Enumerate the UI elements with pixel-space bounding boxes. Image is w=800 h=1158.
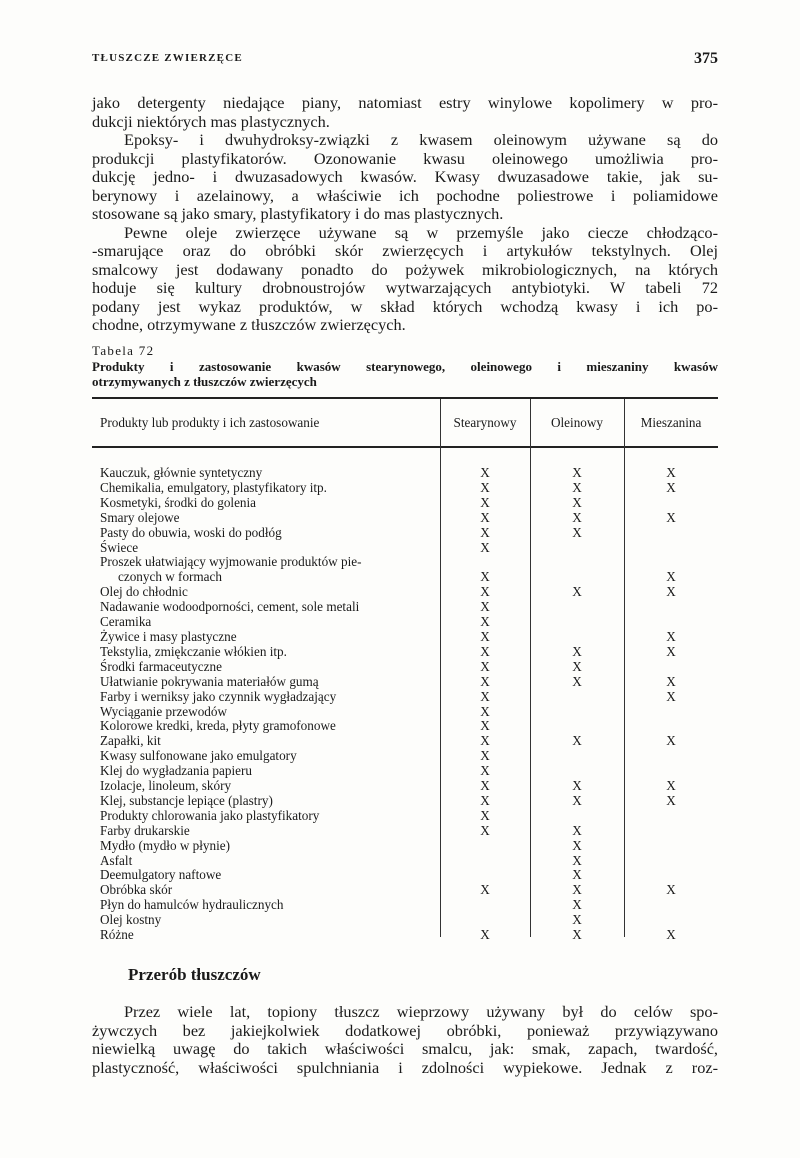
mark-cell: X bbox=[666, 733, 676, 749]
table-row bbox=[92, 675, 718, 690]
product-cell: Olej kostny bbox=[100, 912, 162, 928]
mark-cell: X bbox=[666, 643, 676, 659]
mark-cell: X bbox=[572, 867, 582, 883]
text-line: plastyczność, właściwości spulchniania i zdolności wypiekowe. Jednak z roz- bbox=[92, 1057, 718, 1077]
product-cell: Nadawanie wodoodporności, cement, sole metali bbox=[100, 599, 360, 615]
table-row bbox=[92, 496, 718, 511]
mark-cell: X bbox=[666, 509, 676, 525]
mark-cell: X bbox=[572, 882, 582, 898]
table-header bbox=[92, 399, 718, 446]
text-line: Przez wiele lat, topiony tłuszcz wieprzowy używany był do celów spo- bbox=[124, 1002, 718, 1021]
mark-cell: X bbox=[480, 688, 490, 704]
table-row bbox=[92, 585, 718, 600]
table-row bbox=[92, 824, 718, 839]
mark-cell: X bbox=[572, 465, 582, 480]
product-cell: Obróbka skór bbox=[100, 882, 173, 898]
product-cell: Smary olejowe bbox=[100, 509, 180, 525]
mark-cell: X bbox=[572, 658, 582, 674]
table-row bbox=[92, 511, 718, 526]
text-line: podany jest wykaz produktów, w skład których wchodzą kwasy i ich po- bbox=[92, 296, 718, 316]
mark-cell: X bbox=[666, 778, 676, 794]
table-row bbox=[92, 630, 718, 645]
text-line: smalcowy jest dodawany ponadto do pożywek mikrobiologicznych, na których bbox=[92, 259, 718, 279]
table-row bbox=[92, 645, 718, 660]
product-cell: Zapałki, kit bbox=[100, 733, 161, 749]
table-row bbox=[92, 466, 718, 481]
table-row bbox=[92, 779, 718, 794]
product-cell: Asfalt bbox=[100, 852, 133, 868]
mark-cell: X bbox=[480, 509, 490, 525]
column-header: Oleinowy bbox=[550, 414, 603, 430]
mark-cell: X bbox=[572, 927, 582, 943]
mark-cell: X bbox=[572, 897, 582, 913]
product-cell: Żywice i masy plastyczne bbox=[100, 628, 237, 644]
mark-cell: X bbox=[572, 494, 582, 510]
table-row bbox=[92, 719, 718, 734]
product-cell: Świece bbox=[100, 539, 139, 555]
table-row bbox=[92, 809, 718, 824]
mark-cell: X bbox=[572, 837, 582, 853]
body-text-top bbox=[92, 94, 718, 335]
column-header: Mieszanina bbox=[640, 414, 702, 430]
mark-cell: X bbox=[666, 688, 676, 704]
column-header: Stearynowy bbox=[453, 414, 517, 430]
product-cell: Kwasy sulfonowane jako emulgatory bbox=[100, 748, 297, 764]
mark-cell: X bbox=[480, 494, 490, 510]
product-cell: Kolorowe kredki, kreda, płyty gramofonowe bbox=[100, 718, 336, 734]
product-cell-continuation: czonych w formach bbox=[118, 569, 222, 585]
mark-cell: X bbox=[572, 524, 582, 540]
product-cell: Olej do chłodnic bbox=[100, 584, 188, 600]
mark-cell: X bbox=[480, 539, 490, 555]
mark-cell: X bbox=[666, 465, 676, 480]
product-cell: Deemulgatory naftowe bbox=[100, 867, 222, 883]
table-row bbox=[92, 690, 718, 705]
text-line: hoduje się kultury drobnoustrojów wytwarzających antybiotyki. W tabeli 72 bbox=[92, 278, 718, 297]
mark-cell: X bbox=[666, 927, 676, 943]
table bbox=[92, 397, 718, 943]
mark-cell: X bbox=[480, 882, 490, 898]
mark-cell: X bbox=[572, 792, 582, 808]
product-cell: Farby drukarskie bbox=[100, 822, 190, 838]
table-body bbox=[92, 448, 718, 943]
mark-cell: X bbox=[480, 807, 490, 823]
product-cell: Produkty chlorowania jako plastyfikatory bbox=[100, 807, 320, 823]
table-row bbox=[92, 794, 718, 809]
table-caption bbox=[92, 343, 718, 389]
mark-cell: X bbox=[480, 614, 490, 630]
product-cell: Proszek ułatwiający wyjmowanie produktów pie- czonych w formach bbox=[100, 554, 362, 585]
mark-cell: X bbox=[480, 703, 490, 719]
mark-cell: X bbox=[480, 658, 490, 674]
mark-cell: X bbox=[480, 643, 490, 659]
mark-cell: X bbox=[480, 792, 490, 808]
table-row bbox=[92, 734, 718, 749]
product-cell: Mydło (mydło w płynie) bbox=[100, 837, 231, 853]
text-line: -smarujące oraz do obróbki skór zwierzęcych i artykułów tekstylnych. Olej bbox=[92, 241, 718, 260]
mark-cell: X bbox=[572, 852, 582, 868]
mark-cell: X bbox=[666, 673, 676, 689]
table-row bbox=[92, 883, 718, 898]
mark-cell: X bbox=[572, 822, 582, 838]
table-row bbox=[92, 660, 718, 675]
section-heading: Przerób tłuszczów bbox=[128, 965, 261, 984]
product-cell: Ceramika bbox=[100, 614, 152, 630]
mark-cell: X bbox=[572, 509, 582, 525]
table-row bbox=[92, 481, 718, 496]
table-row bbox=[92, 749, 718, 764]
table-row bbox=[92, 615, 718, 630]
text-line: Pewne oleje zwierzęce używane są w przemyśle jako ciecze chłodząco- bbox=[124, 222, 718, 242]
mark-cell: X bbox=[480, 524, 490, 540]
mark-cell: X bbox=[480, 763, 490, 779]
table-row bbox=[92, 898, 718, 913]
mark-cell: X bbox=[480, 599, 490, 615]
product-cell: Kosmetyki, środki do golenia bbox=[100, 494, 257, 510]
mark-cell: X bbox=[480, 479, 490, 495]
mark-cell: X bbox=[572, 643, 582, 659]
product-cell: Klej do wygładzania papieru bbox=[100, 763, 252, 779]
mark-cell: X bbox=[480, 822, 490, 838]
mark-cell: X bbox=[666, 584, 676, 600]
mark-cell: X bbox=[666, 628, 676, 644]
mark-cell: X bbox=[666, 569, 676, 585]
mark-cell: X bbox=[666, 479, 676, 495]
mark-cell: X bbox=[572, 912, 582, 928]
mark-cell: X bbox=[572, 584, 582, 600]
text-line: żywczych bez jakiejkolwiek dodatkowej obróbki, ponieważ przywiązywano bbox=[92, 1020, 718, 1040]
table-row bbox=[92, 764, 718, 779]
mark-cell: X bbox=[666, 882, 676, 898]
body-text-bottom bbox=[92, 1003, 718, 1077]
product-cell: Farby i werniksy jako czynnik wygładzający bbox=[100, 688, 337, 704]
mark-cell: X bbox=[572, 733, 582, 749]
table-row bbox=[92, 839, 718, 854]
mark-cell: X bbox=[480, 733, 490, 749]
mark-cell: X bbox=[480, 778, 490, 794]
mark-cell: X bbox=[480, 748, 490, 764]
product-cell: Płyn do hamulców hydraulicznych bbox=[100, 897, 284, 913]
product-cell: Środki farmaceutyczne bbox=[100, 658, 222, 674]
product-cell: Wyciąganie przewodów bbox=[100, 703, 227, 719]
mark-cell: X bbox=[480, 584, 490, 600]
mark-cell: X bbox=[572, 778, 582, 794]
text-line: dukcji niektórych mas plastycznych. bbox=[92, 111, 330, 131]
table-row bbox=[92, 705, 718, 720]
table-row bbox=[92, 928, 718, 943]
text-line: Epoksy- i dwuhydroksy-związki z kwasem oleinowym używane są do bbox=[124, 130, 718, 149]
text-line: jako detergenty niedające piany, natomiast estry winylowe kopolimery w pro- bbox=[92, 93, 718, 112]
mark-cell: X bbox=[572, 673, 582, 689]
text-line: niewielką uwagę do takich właściwości smalcu, jak: smak, zapach, twardość, bbox=[92, 1039, 718, 1058]
product-cell: Izolacje, linoleum, skóry bbox=[100, 778, 232, 794]
running-head bbox=[92, 50, 718, 70]
table-row bbox=[92, 600, 718, 615]
column-header: Produkty lub produkty i ich zastosowanie bbox=[100, 414, 320, 430]
table-row bbox=[92, 555, 718, 585]
page-number: 375 bbox=[694, 50, 718, 67]
product-cell: Klej, substancje lepiące (plastry) bbox=[100, 792, 273, 808]
mark-cell: X bbox=[480, 673, 490, 689]
table-caption-line: otrzymywanych z tłuszczów zwierzęcych bbox=[92, 374, 317, 389]
table-row bbox=[92, 868, 718, 883]
text-line: chodne, otrzymywane z tłuszczów zwierzęcych. bbox=[92, 315, 406, 334]
table-caption-line: Produkty i zastosowanie kwasów stearynowego, oleinowego i mieszaniny kwasów bbox=[92, 359, 718, 374]
product-cell: Pasty do obuwia, woski do podłóg bbox=[100, 524, 282, 540]
product-cell: Kauczuk, głównie syntetyczny bbox=[100, 465, 263, 480]
text-line: stosowane są jako smary, plastyfikatory i do mas plastycznych. bbox=[92, 204, 504, 223]
product-cell: Ułatwianie pokrywania materiałów gumą bbox=[100, 673, 319, 689]
mark-cell: X bbox=[572, 479, 582, 495]
mark-cell: X bbox=[480, 718, 490, 734]
product-cell: Chemikalia, emulgatory, plastyfikatory itp. bbox=[100, 479, 327, 495]
product-cell: Różne bbox=[100, 927, 134, 943]
table-row bbox=[92, 526, 718, 541]
running-head-title: TŁUSZCZE ZWIERZĘCE bbox=[92, 52, 243, 64]
text-line: berynowy i azelainowy, a właściwie ich pochodne poliestrowe i poliamidowe bbox=[92, 185, 718, 205]
mark-cell: X bbox=[480, 465, 490, 480]
mark-cell: X bbox=[480, 569, 490, 585]
text-line: dukcję jedno- i dwuzasadowych kwasów. Kwasy dwuzasadowe takie, jak su- bbox=[92, 167, 718, 186]
mark-cell: X bbox=[480, 927, 490, 943]
table-row bbox=[92, 913, 718, 928]
table-row bbox=[92, 854, 718, 869]
table-label: Tabela 72 bbox=[92, 343, 155, 358]
mark-cell: X bbox=[666, 792, 676, 808]
text-line: produkcji plastyfikatorów. Ozonowanie kwasu oleinowego umożliwia pro- bbox=[92, 148, 718, 168]
product-cell: Tekstylia, zmiękczanie włókien itp. bbox=[100, 643, 287, 659]
mark-cell: X bbox=[480, 628, 490, 644]
table-row bbox=[92, 541, 718, 556]
